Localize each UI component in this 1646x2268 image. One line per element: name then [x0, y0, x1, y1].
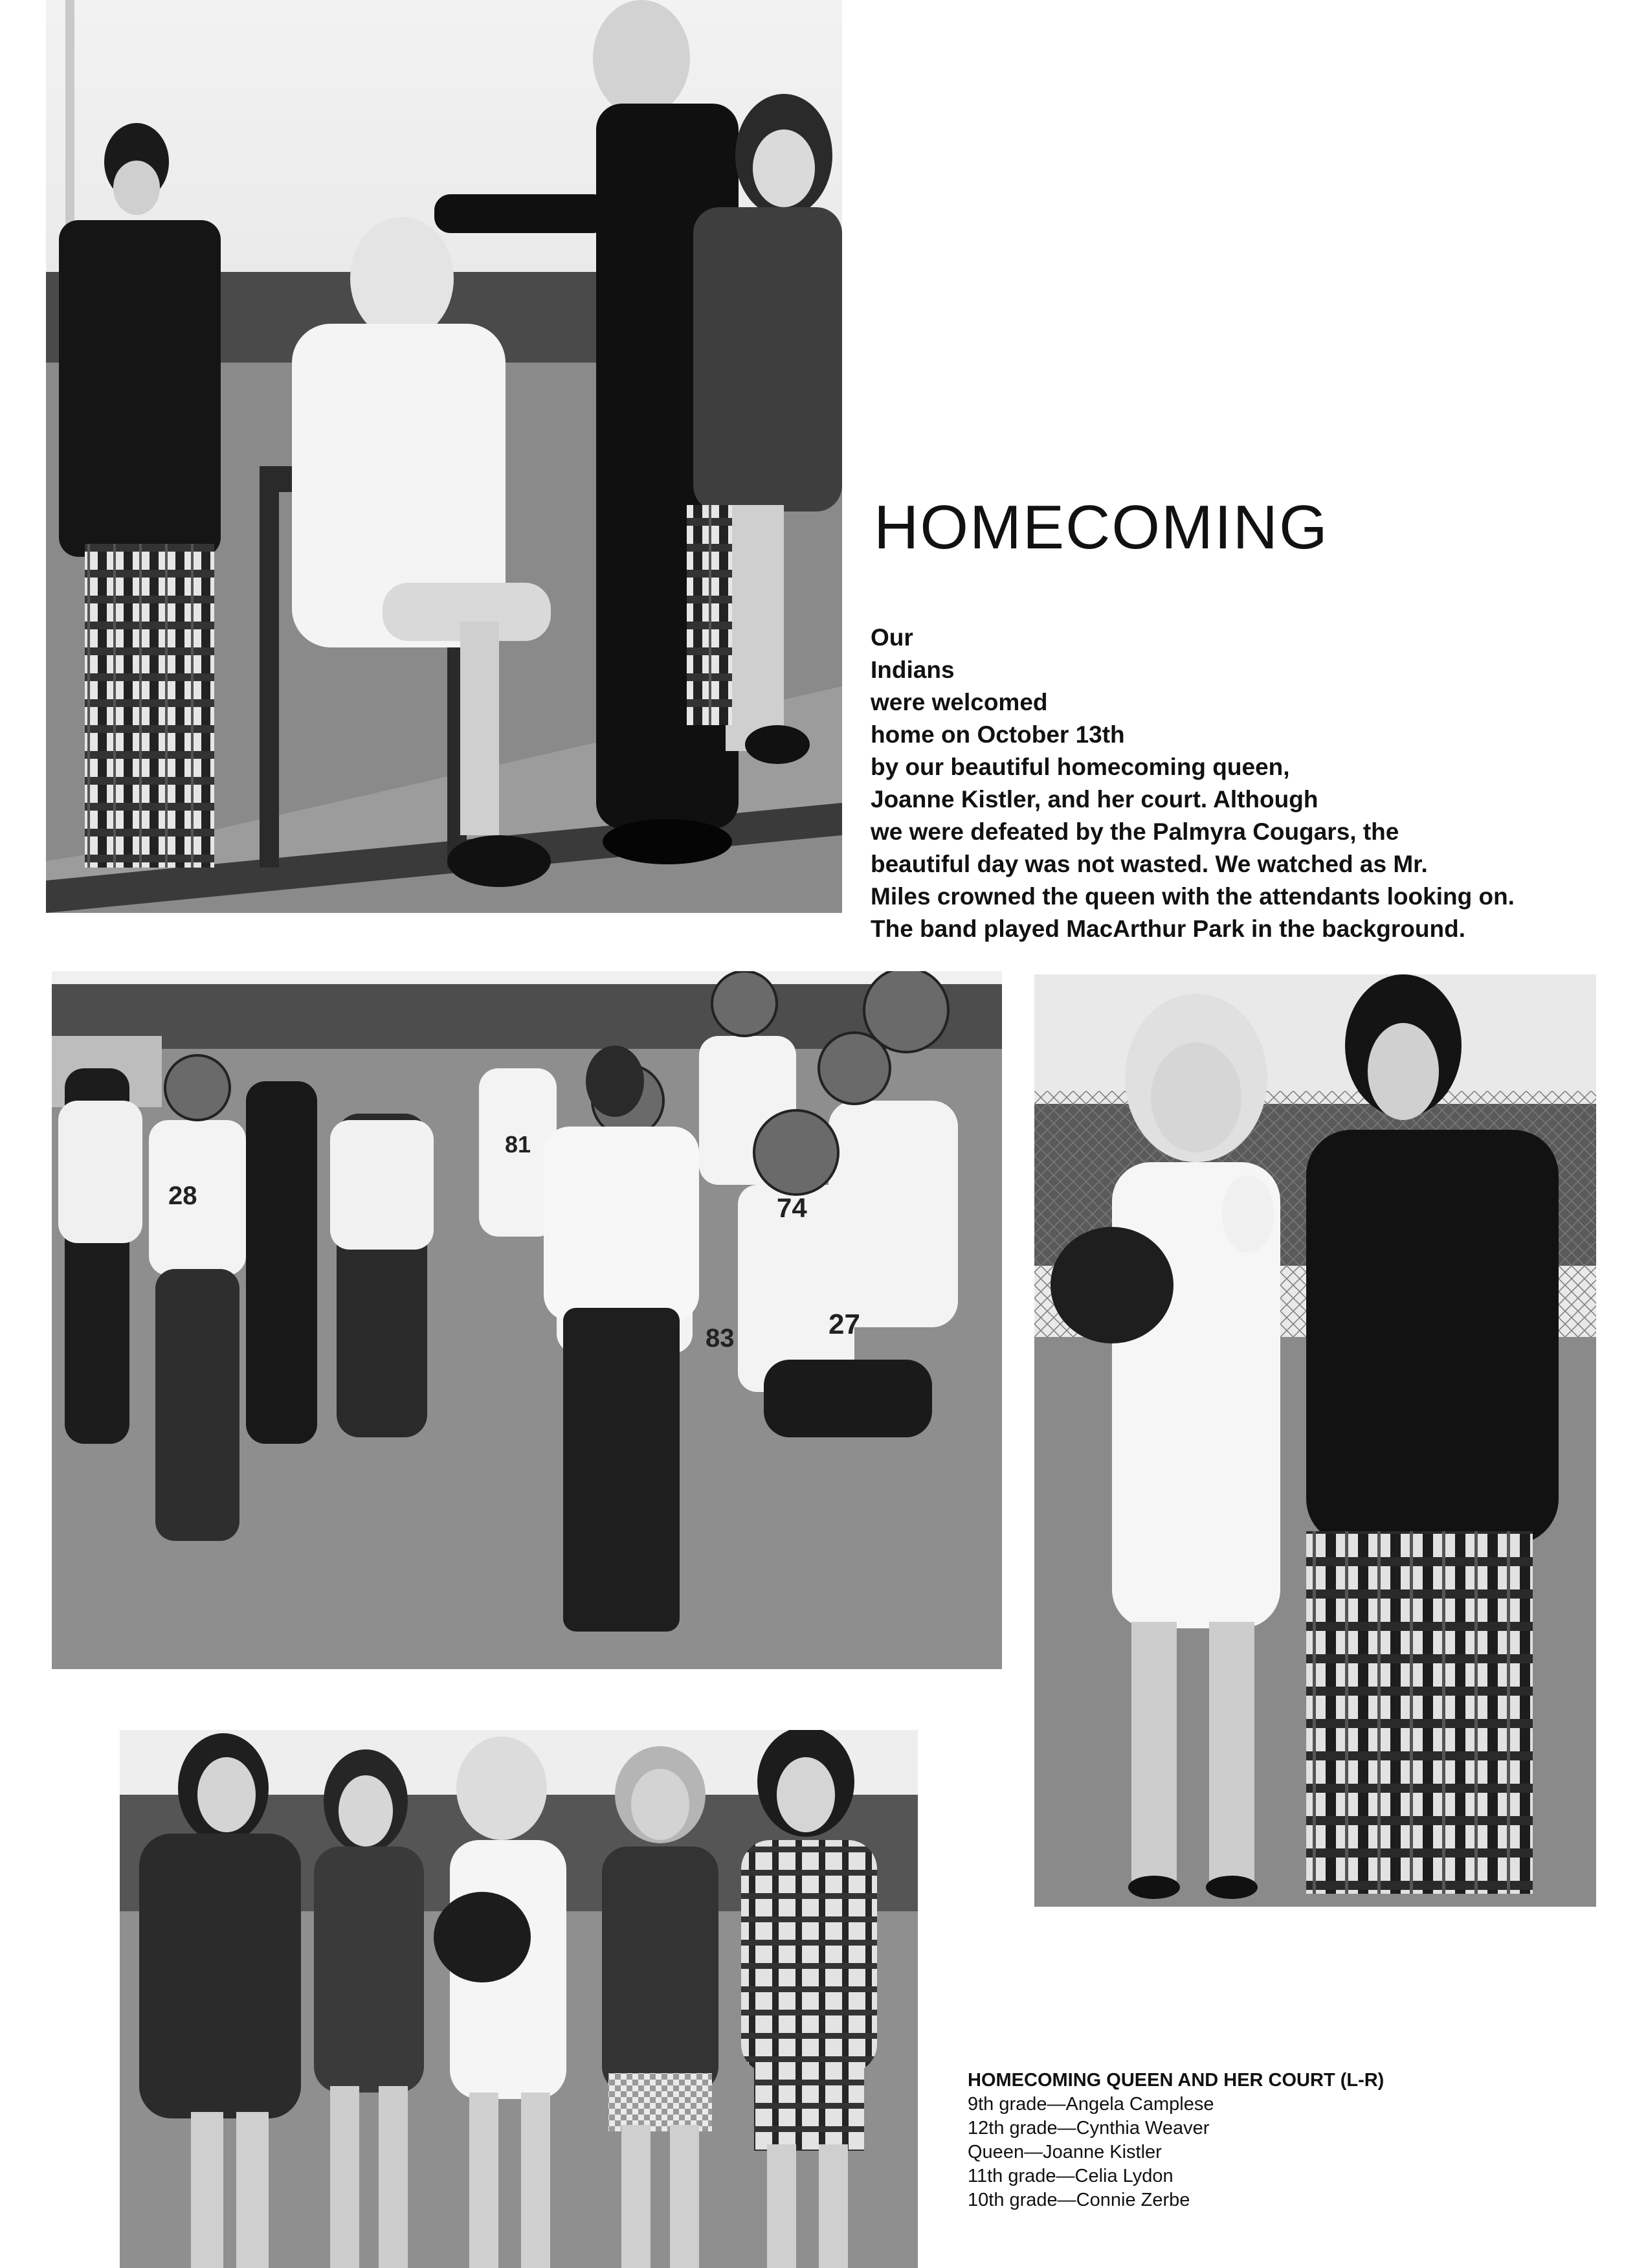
caption-line: Queen—Joanne Kistler	[968, 2142, 1162, 2162]
homecoming-story	[871, 622, 1515, 945]
caption-line: 10th grade—Connie Zerbe	[968, 2190, 1190, 2210]
story-line: Miles crowned the queen with the attendants looking on.	[871, 883, 1515, 910]
story-line: were welcomed	[871, 689, 1048, 715]
caption-title: HOMECOMING QUEEN AND HER COURT (L-R)	[968, 2070, 1385, 2091]
photo-football-team	[52, 971, 1002, 1669]
photo-homecoming-court	[120, 1730, 918, 2268]
page-heading: HOMECOMING	[874, 493, 1329, 562]
jersey-number: 28	[168, 1182, 197, 1210]
jersey-number: 81	[505, 1131, 531, 1158]
story-line: The band played MacArthur Park in the background.	[871, 915, 1465, 942]
story-line: we were defeated by the Palmyra Cougars, the	[871, 818, 1399, 845]
story-line: beautiful day was not wasted. We watched as Mr.	[871, 851, 1428, 877]
court-caption	[968, 2069, 1384, 2212]
photo-queen-and-escort	[1034, 974, 1596, 1907]
jersey-number: 83	[706, 1324, 735, 1353]
caption-line: 12th grade—Cynthia Weaver	[968, 2118, 1210, 2139]
caption-line: 9th grade—Angela Camplese	[968, 2094, 1214, 2115]
story-line: by our beautiful homecoming queen,	[871, 754, 1290, 780]
story-line: Indians	[871, 657, 955, 683]
photo-queen-crowning	[46, 0, 842, 913]
jersey-number: 27	[829, 1308, 860, 1340]
story-line: home on October 13th	[871, 721, 1125, 748]
story-line: Joanne Kistler, and her court. Although	[871, 786, 1318, 813]
jersey-number: 74	[777, 1193, 807, 1223]
caption-line: 11th grade—Celia Lydon	[968, 2166, 1173, 2186]
story-line: Our	[871, 624, 913, 651]
